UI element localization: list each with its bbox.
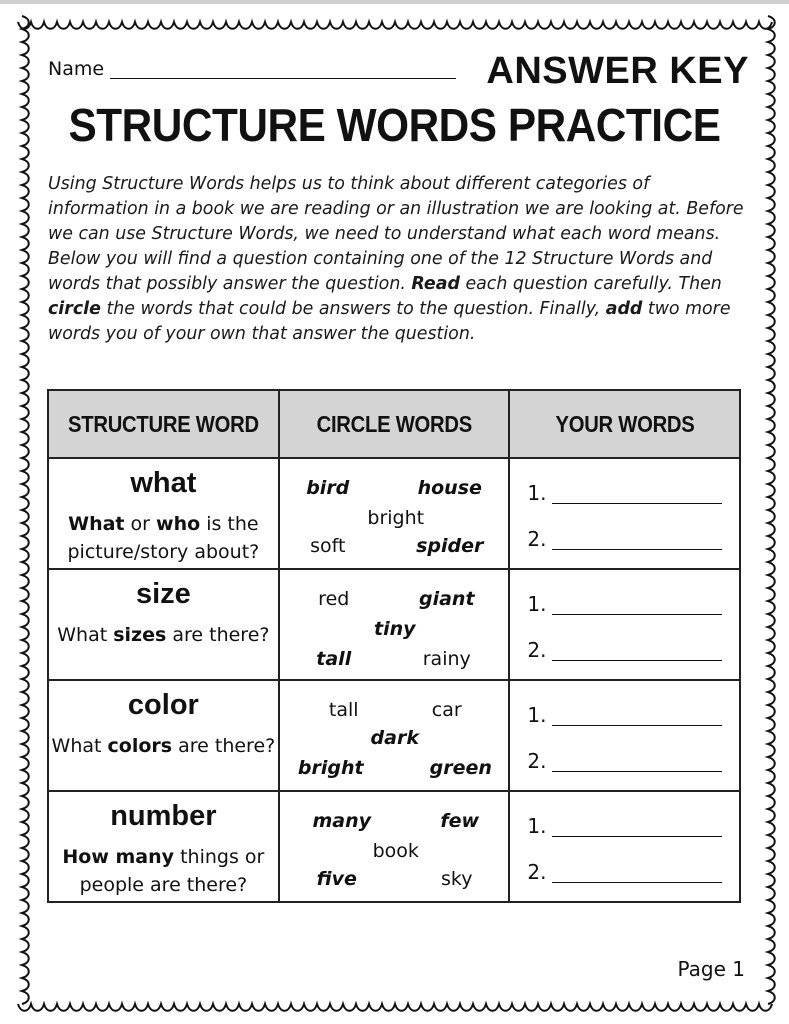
- question-segment: colors: [107, 735, 173, 757]
- answer-line[interactable]: [527, 860, 722, 884]
- table-header-row: [48, 390, 740, 458]
- table-row: [48, 569, 740, 680]
- answer-number: 1.: [527, 814, 547, 838]
- intro-circle-bold: circle: [48, 299, 101, 319]
- structure-word: color: [127, 689, 199, 721]
- header-your-words: [509, 390, 740, 458]
- structure-question: [49, 843, 278, 899]
- question-segment: are there?: [172, 735, 276, 757]
- structure-word: number: [110, 800, 217, 832]
- instructions-paragraph: [48, 172, 748, 347]
- header-circle-words-text: CIRCLE WORDS: [316, 410, 472, 437]
- answer-line[interactable]: [527, 749, 722, 773]
- name-label: Name: [48, 58, 105, 80]
- border-edge: [18, 22, 772, 29]
- question-segment: is the picture/story about?: [67, 513, 260, 563]
- page-number: Page 1: [677, 957, 745, 981]
- table-row: [48, 680, 740, 791]
- distractor-word[interactable]: tall: [328, 699, 359, 721]
- structure-word: size: [135, 578, 191, 610]
- answer-blank[interactable]: [552, 549, 722, 550]
- border-edge: [18, 1004, 772, 1011]
- your-words-cell: [509, 458, 740, 569]
- answer-word[interactable]: many: [312, 810, 372, 832]
- answer-line[interactable]: [527, 592, 722, 616]
- structure-question: [49, 510, 278, 566]
- answer-number: 2.: [527, 527, 547, 551]
- answer-blank[interactable]: [552, 614, 722, 615]
- answer-number: 2.: [527, 638, 547, 662]
- answer-word[interactable]: giant: [418, 588, 475, 610]
- answer-number: 1.: [527, 481, 547, 505]
- answer-word[interactable]: green: [429, 757, 492, 779]
- distractor-word[interactable]: book: [372, 840, 419, 862]
- structure-word-cell: [48, 791, 279, 902]
- question-segment: who: [156, 513, 201, 535]
- distractor-word[interactable]: car: [431, 699, 462, 721]
- circle-words-cell: [279, 680, 510, 791]
- question-segment: What: [68, 513, 125, 535]
- name-field[interactable]: [110, 78, 456, 79]
- header-your-words-text: YOUR WORDS: [555, 410, 695, 437]
- border-edge: [768, 16, 775, 1004]
- intro-text-1: Using Structure Words helps us to think about different categories of information in a book we are reading or an illustration we are looking at. Before we can use Structure Words, we need to understand what each word means. Below you will find a question containing one of the 12 Structure Words and words that possibly answer the question.: [48, 174, 744, 294]
- your-words-cell: [509, 680, 740, 791]
- question-segment: or: [124, 513, 157, 535]
- structure-word-cell: [48, 569, 279, 680]
- structure-word: what: [130, 467, 197, 499]
- answer-line[interactable]: [527, 703, 722, 727]
- answer-blank[interactable]: [552, 725, 722, 726]
- answer-word[interactable]: tiny: [373, 618, 416, 640]
- answer-blank[interactable]: [552, 836, 722, 837]
- answer-blank[interactable]: [552, 882, 722, 883]
- border-edge: [22, 16, 29, 1004]
- answer-word[interactable]: dark: [370, 727, 419, 749]
- answer-number: 1.: [527, 703, 547, 727]
- circle-words-cell: [279, 569, 510, 680]
- header-structure-word-text: STRUCTURE WORD: [67, 410, 259, 437]
- answer-word[interactable]: house: [417, 477, 482, 499]
- header-structure-word: [48, 390, 279, 458]
- structure-word-cell: [48, 458, 279, 569]
- answer-blank[interactable]: [552, 771, 722, 772]
- table-row: [48, 458, 740, 569]
- distractor-word[interactable]: bright: [367, 507, 425, 529]
- question-segment: What: [51, 735, 108, 757]
- question-segment: things or people are there?: [79, 846, 265, 896]
- answer-word[interactable]: bird: [306, 477, 350, 499]
- your-words-cell: [509, 569, 740, 680]
- answer-line[interactable]: [527, 814, 722, 838]
- intro-text-2: each question carefully. Then: [459, 274, 722, 294]
- answer-word[interactable]: five: [316, 868, 357, 890]
- intro-add-bold: add: [605, 299, 643, 319]
- intro-read-bold: Read: [411, 274, 460, 294]
- intro-text-3: the words that could be answers to the question. Finally,: [100, 299, 606, 319]
- question-segment: are there?: [166, 624, 270, 646]
- answer-line[interactable]: [527, 638, 722, 662]
- answer-word[interactable]: few: [440, 810, 480, 832]
- page-title: STRUCTURE WORDS PRACTICE: [68, 99, 721, 151]
- distractor-word[interactable]: soft: [310, 535, 346, 557]
- answer-number: 1.: [527, 592, 547, 616]
- answer-key-label: ANSWER KEY: [486, 50, 749, 92]
- answer-word[interactable]: spider: [416, 535, 484, 557]
- question-segment: sizes: [113, 624, 167, 646]
- distractor-word[interactable]: red: [318, 588, 350, 610]
- distractor-word[interactable]: rainy: [422, 648, 471, 670]
- table-row: [48, 791, 740, 902]
- your-words-cell: [509, 791, 740, 902]
- distractor-word[interactable]: sky: [441, 868, 473, 890]
- circle-words-cell: [279, 791, 510, 902]
- header-circle-words: [279, 390, 510, 458]
- structure-question: [49, 621, 278, 649]
- answer-blank[interactable]: [552, 503, 722, 504]
- answer-word[interactable]: tall: [316, 648, 352, 670]
- answer-word[interactable]: bright: [297, 757, 364, 779]
- answer-line[interactable]: [527, 527, 722, 551]
- structure-question: [49, 732, 278, 760]
- question-segment: What: [57, 624, 114, 646]
- answer-line[interactable]: [527, 481, 722, 505]
- answer-number: 2.: [527, 860, 547, 884]
- circle-words-cell: [279, 458, 510, 569]
- structure-word-cell: [48, 680, 279, 791]
- structure-words-table: [47, 389, 741, 903]
- answer-blank[interactable]: [552, 660, 722, 661]
- answer-number: 2.: [527, 749, 547, 773]
- intro-text-4: two more words you of your own that answer the question.: [48, 299, 731, 344]
- question-segment: How many: [62, 846, 175, 868]
